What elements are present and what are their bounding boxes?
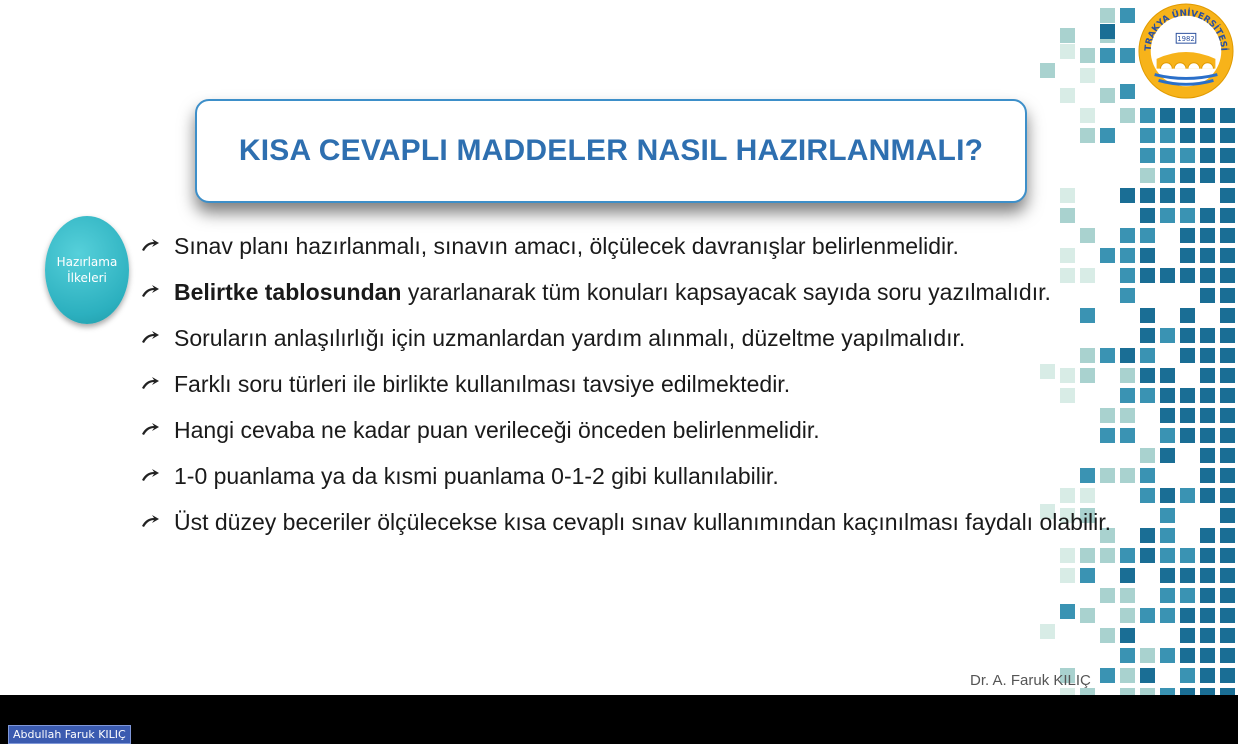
mosaic-tile: [1200, 408, 1215, 423]
mosaic-tile: [1100, 88, 1115, 103]
mosaic-tile: [1160, 208, 1175, 223]
mosaic-tile: [1160, 548, 1175, 563]
mosaic-tile: [1160, 108, 1175, 123]
mosaic-tile: [1140, 668, 1155, 683]
bullet-text: Sınav planı hazırlanmalı, sınavın amacı, ölçülecek davranışlar belirlenmelidir.: [174, 233, 959, 259]
participant-name-tag: Abdullah Faruk KILIÇ: [8, 725, 131, 744]
mosaic-tile: [1160, 508, 1175, 523]
mosaic-tile: [1120, 228, 1135, 243]
mosaic-tile: [1160, 168, 1175, 183]
mosaic-tile: [1140, 548, 1155, 563]
mosaic-tile: [1220, 628, 1235, 643]
mosaic-tile: [1140, 168, 1155, 183]
mosaic-tile: [1220, 388, 1235, 403]
mosaic-tile: [1140, 268, 1155, 283]
mosaic-tile: [1200, 328, 1215, 343]
bullet-text: Üst düzey beceriler ölçülecekse kısa cevaplı sınav kullanımından kaçınılması faydalı olabilir.: [174, 509, 1112, 535]
mosaic-tile: [1160, 528, 1175, 543]
mosaic-tile: [1160, 148, 1175, 163]
mosaic-tile: [1120, 48, 1135, 63]
mosaic-tile: [1120, 588, 1135, 603]
bullet-item: [140, 499, 1120, 545]
bullet-item: [140, 407, 1120, 453]
bullet-arrow-icon: [140, 514, 160, 528]
mosaic-tile: [1140, 308, 1155, 323]
mosaic-tile: [1220, 268, 1235, 283]
mosaic-tile: [1200, 628, 1215, 643]
mosaic-tile: [1220, 468, 1235, 483]
mosaic-tile: [1140, 188, 1155, 203]
mosaic-tile: [1080, 108, 1095, 123]
section-badge: [45, 216, 129, 324]
mosaic-tile: [1120, 188, 1135, 203]
mosaic-tile: [1140, 468, 1155, 483]
mosaic-tile: [1200, 348, 1215, 363]
mosaic-tile: [1200, 548, 1215, 563]
mosaic-tile: [1100, 8, 1115, 23]
mosaic-tile: [1140, 368, 1155, 383]
mosaic-tile: [1120, 388, 1135, 403]
mosaic-tile: [1200, 468, 1215, 483]
mosaic-tile: [1180, 628, 1195, 643]
mosaic-tile: [1080, 548, 1095, 563]
mosaic-tile: [1200, 368, 1215, 383]
mosaic-tile: [1200, 268, 1215, 283]
mosaic-tile: [1100, 668, 1115, 683]
mosaic-tile: [1220, 128, 1235, 143]
mosaic-tile: [1140, 648, 1155, 663]
mosaic-tile: [1180, 408, 1195, 423]
mosaic-tile: [1200, 648, 1215, 663]
mosaic-tile: [1180, 428, 1195, 443]
bullet-text: Farklı soru türleri ile birlikte kullanılması tavsiye edilmektedir.: [174, 371, 791, 397]
slide-title: KISA CEVAPLI MADDELER NASIL HAZIRLANMALI?: [238, 134, 984, 167]
mosaic-tile: [1120, 8, 1135, 23]
mosaic-tile: [1180, 188, 1195, 203]
mosaic-tile: [1060, 208, 1075, 223]
mosaic-tile: [1080, 68, 1095, 83]
mosaic-tile: [1180, 208, 1195, 223]
mosaic-tile: [1200, 168, 1215, 183]
mosaic-tile: [1160, 588, 1175, 603]
mosaic-tile: [1060, 548, 1075, 563]
bullet-arrow-icon: [140, 468, 160, 482]
mosaic-tile: [1220, 568, 1235, 583]
mosaic-tile: [1220, 588, 1235, 603]
mosaic-tile: [1180, 568, 1195, 583]
mosaic-tile: [1160, 188, 1175, 203]
section-badge-label: Hazırlama İlkeleri: [56, 255, 118, 285]
mosaic-tile: [1200, 228, 1215, 243]
mosaic-tile: [1220, 148, 1235, 163]
mosaic-tile: [1160, 388, 1175, 403]
mosaic-tile: [1060, 44, 1075, 59]
mosaic-tile: [1200, 488, 1215, 503]
mosaic-tile: [1060, 28, 1075, 43]
mosaic-tile: [1220, 688, 1235, 695]
mosaic-tile: [1100, 548, 1115, 563]
mosaic-tile: [1200, 608, 1215, 623]
mosaic-tile: [1200, 128, 1215, 143]
mosaic-tile: [1120, 84, 1135, 99]
mosaic-tile: [1180, 168, 1195, 183]
mosaic-tile: [1120, 428, 1135, 443]
mosaic-tile: [1160, 688, 1175, 695]
mosaic-tile: [1160, 648, 1175, 663]
mosaic-tile: [1040, 624, 1055, 639]
logo-text: TRAKYA ÜNİVERSİTESİ: [1143, 8, 1229, 52]
mosaic-tile: [1120, 688, 1135, 695]
bullet-item: [140, 453, 1120, 499]
slide-footer-author: Dr. A. Faruk KILIÇ: [970, 672, 1091, 689]
mosaic-tile: [1120, 368, 1135, 383]
mosaic-tile: [1200, 448, 1215, 463]
mosaic-tile: [1120, 648, 1135, 663]
mosaic-tile: [1120, 348, 1135, 363]
mosaic-tile: [1200, 528, 1215, 543]
mosaic-tile: [1160, 428, 1175, 443]
bullet-arrow-icon: [140, 330, 160, 344]
mosaic-tile: [1140, 488, 1155, 503]
mosaic-tile: [1200, 248, 1215, 263]
mosaic-tile: [1160, 488, 1175, 503]
mosaic-tile: [1140, 688, 1155, 695]
mosaic-tile: [1180, 548, 1195, 563]
mosaic-tile: [1140, 528, 1155, 543]
mosaic-tile: [1160, 268, 1175, 283]
mosaic-tile: [1120, 668, 1135, 683]
mosaic-tile: [1120, 568, 1135, 583]
mosaic-tile: [1180, 328, 1195, 343]
mosaic-tile: [1140, 348, 1155, 363]
mosaic-tile: [1180, 348, 1195, 363]
mosaic-tile: [1120, 468, 1135, 483]
mosaic-tile: [1120, 628, 1135, 643]
mosaic-tile: [1140, 108, 1155, 123]
mosaic-tile: [1060, 604, 1075, 619]
logo-year: 1982: [1177, 35, 1195, 44]
mosaic-tile: [1100, 588, 1115, 603]
mosaic-tile: [1180, 668, 1195, 683]
mosaic-tile: [1160, 408, 1175, 423]
mosaic-tile: [1220, 328, 1235, 343]
mosaic-tile: [1080, 128, 1095, 143]
mosaic-tile: [1140, 448, 1155, 463]
mosaic-tile: [1220, 448, 1235, 463]
mosaic-tile: [1220, 108, 1235, 123]
mosaic-tile: [1140, 328, 1155, 343]
bullet-item: [140, 361, 1120, 407]
mosaic-tile: [1120, 288, 1135, 303]
mosaic-tile: [1200, 568, 1215, 583]
mosaic-tile: [1200, 588, 1215, 603]
mosaic-tile: [1160, 568, 1175, 583]
mosaic-tile: [1220, 528, 1235, 543]
mosaic-tile: [1060, 568, 1075, 583]
mosaic-tile: [1140, 208, 1155, 223]
mosaic-tile: [1180, 108, 1195, 123]
mosaic-tile: [1100, 628, 1115, 643]
mosaic-tile: [1200, 108, 1215, 123]
mosaic-tile: [1120, 268, 1135, 283]
mosaic-tile: [1140, 388, 1155, 403]
slide-title-box: [195, 99, 1027, 203]
mosaic-tile: [1180, 228, 1195, 243]
mosaic-tile: [1220, 408, 1235, 423]
mosaic-tile: [1200, 388, 1215, 403]
mosaic-tile: [1180, 148, 1195, 163]
mosaic-tile: [1100, 24, 1115, 39]
mosaic-tile: [1200, 148, 1215, 163]
mosaic-tile: [1220, 608, 1235, 623]
bullet-text: Soruların anlaşılırlığı için uzmanlardan yardım alınmalı, düzeltme yapılmalıdır.: [174, 325, 966, 351]
mosaic-tile: [1100, 48, 1115, 63]
mosaic-tile: [1160, 368, 1175, 383]
mosaic-tile: [1200, 668, 1215, 683]
bullet-bold-text: Belirtke tablosundan: [174, 279, 402, 305]
mosaic-tile: [1120, 608, 1135, 623]
mosaic-tile: [1180, 248, 1195, 263]
mosaic-tile: [1140, 228, 1155, 243]
bullet-arrow-icon: [140, 284, 160, 298]
mosaic-tile: [1120, 248, 1135, 263]
bullet-item: [140, 315, 1120, 361]
mosaic-tile: [1160, 608, 1175, 623]
mosaic-tile: [1220, 248, 1235, 263]
mosaic-tile: [1220, 428, 1235, 443]
mosaic-tile: [1140, 608, 1155, 623]
mosaic-tile: [1220, 648, 1235, 663]
mosaic-tile: [1140, 128, 1155, 143]
mosaic-tile: [1100, 128, 1115, 143]
mosaic-tile: [1080, 48, 1095, 63]
mosaic-tile: [1220, 188, 1235, 203]
mosaic-tile: [1180, 688, 1195, 695]
mosaic-tile: [1140, 148, 1155, 163]
mosaic-tile: [1220, 548, 1235, 563]
mosaic-tile: [1200, 428, 1215, 443]
university-seal-icon: [1137, 2, 1235, 100]
mosaic-tile: [1220, 288, 1235, 303]
bullet-text: 1-0 puanlama ya da kısmi puanlama 0-1-2 gibi kullanılabilir.: [174, 463, 779, 489]
mosaic-tile: [1160, 128, 1175, 143]
mosaic-tile: [1220, 208, 1235, 223]
mosaic-tile: [1220, 668, 1235, 683]
mosaic-tile: [1180, 488, 1195, 503]
mosaic-tile: [1080, 568, 1095, 583]
mosaic-tile: [1220, 508, 1235, 523]
bullet-item: [140, 223, 1120, 269]
bullet-arrow-icon: [140, 238, 160, 252]
mosaic-tile: [1200, 688, 1215, 695]
mosaic-tile: [1120, 548, 1135, 563]
mosaic-tile: [1180, 128, 1195, 143]
mosaic-tile: [1180, 588, 1195, 603]
mosaic-tile: [1180, 268, 1195, 283]
mosaic-tile: [1220, 348, 1235, 363]
mosaic-tile: [1220, 308, 1235, 323]
mosaic-tile: [1180, 608, 1195, 623]
mosaic-tile: [1120, 408, 1135, 423]
mosaic-tile: [1120, 108, 1135, 123]
mosaic-tile: [1200, 288, 1215, 303]
mosaic-tile: [1060, 88, 1075, 103]
bullet-arrow-icon: [140, 376, 160, 390]
mosaic-tile: [1040, 63, 1055, 78]
mosaic-tile: [1160, 328, 1175, 343]
bullet-text: yararlanarak tüm konuları kapsayacak sayıda soru yazılmalıdır.: [401, 279, 1051, 305]
mosaic-tile: [1060, 688, 1075, 695]
mosaic-tile: [1140, 248, 1155, 263]
bullet-arrow-icon: [140, 422, 160, 436]
mosaic-tile: [1220, 228, 1235, 243]
mosaic-tile: [1180, 388, 1195, 403]
mosaic-tile: [1080, 688, 1095, 695]
mosaic-tile: [1200, 208, 1215, 223]
mosaic-tile: [1180, 648, 1195, 663]
mosaic-tile: [1160, 448, 1175, 463]
mosaic-tile: [1220, 168, 1235, 183]
mosaic-tile: [1060, 188, 1075, 203]
bullet-item: [140, 269, 1120, 315]
mosaic-tile: [1080, 608, 1095, 623]
bullet-list: [140, 223, 1120, 545]
bullet-text: Hangi cevaba ne kadar puan verileceği önceden belirlenmelidir.: [174, 417, 820, 443]
mosaic-tile: [1220, 488, 1235, 503]
mosaic-tile: [1220, 368, 1235, 383]
mosaic-tile: [1180, 308, 1195, 323]
